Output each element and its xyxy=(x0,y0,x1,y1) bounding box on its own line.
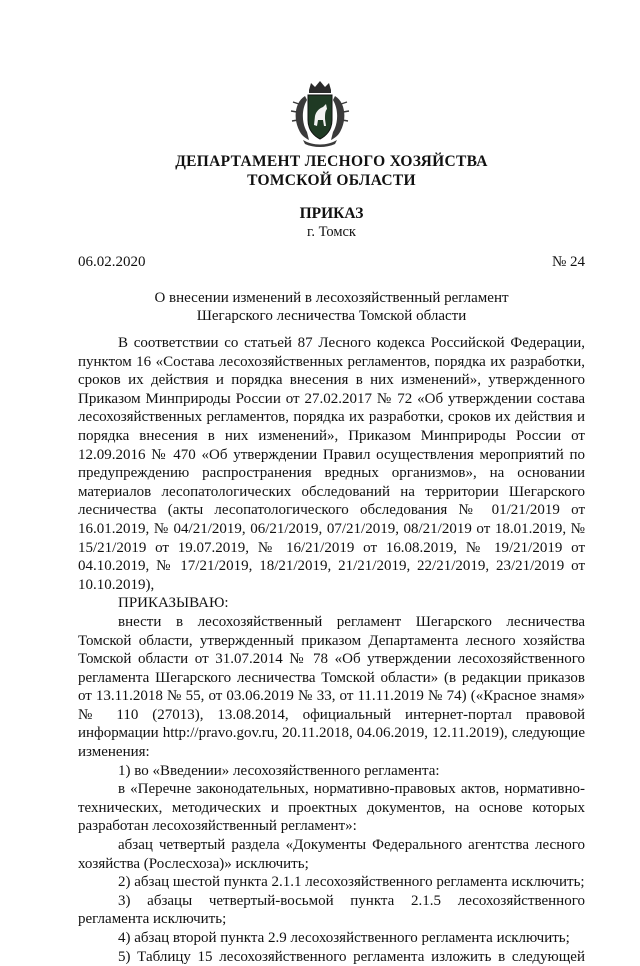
body-paragraph: В соответствии со статьей 87 Лесного кодекса Российской Федерации, пунктом 16 «Состава лесохозяйственных регламентов, порядка их разработки, сроков их действия и порядка внесения в них изменений», утвержденного Приказом Минприроды России от 27.02.2017 № 72 «Об утверждении состава лесохозяйственных регламентов, порядка их разработки, сроков их действия и порядка внесения в них изменений», Приказом Минприроды России от 12.09.2016 № 470 «Об утверждении Правил осуществления мероприятий по предупреждению распространения вредных организмов», на основании материалов лесопатологических обследований на территории Шегарского лесничества (акты лесопатологического обследования № 01/21/2019 от 16.01.2019, № 04/21/2019, 06/21/2019, 07/21/2019, 08/21/2019 от 18.01.2019, № 15/21/2019 от 19.07.2019, № 16/21/2019 от 16.08.2019, № 19/21/2019 от 04.10.2019, № 17/21/2019, 18/21/2019, 21/21/2019, 22/21/2019, 23/21/2019 от 10.10.2019), xyxy=(78,335,585,593)
subject-line: Шегарского лесничества Томской области xyxy=(196,307,467,324)
body-paragraph: абзац четвертый раздела «Документы Федерального агентства лесного хозяйства (Рослесхоза)» исключить; xyxy=(78,837,585,872)
order-date: 06.02.2020 xyxy=(78,254,146,270)
order-subject xyxy=(78,290,585,325)
region-name: ТОМСКОЙ ОБЛАСТИ xyxy=(247,172,416,189)
body-paragraph: в «Перечне законодательных, нормативно-правовых актов, нормативно-технических, методических и проектных документов, на основе которых разработан лесохозяйственный регламент»: xyxy=(78,781,585,835)
subject-line: О внесении изменений в лесохозяйственный регламент xyxy=(154,290,509,306)
body-paragraph: 1) во «Введении» лесохозяйственного регламента: xyxy=(118,762,440,779)
body-paragraph: 5) Таблицу 15 лесохозяйственного регламента изложить в следующей xyxy=(118,948,585,965)
order-command: ПРИКАЗЫВАЮ: xyxy=(118,595,229,612)
order-city: г. Томск xyxy=(307,224,356,240)
body-paragraph: внести в лесохозяйственный регламент Шегарского лесничества Томской области, утвержденный приказом Департамента лесного хозяйства Томской области от 31.07.2014 № 78 «Об утверждении лесохозяйственного регламента Шегарского лесничества Томской области» (в редакции приказов от 13.11.2018 № 55, от 03.06.2019 № 33, от 11.11.2019 № 74) («Красное знамя» № 110 (27013), 13.08.2014, официальный интернет-портал правовой информации http://pravo.gov.ru, 20.11.2018, 04.06.2019, 12.11.2019), следующие изменения: xyxy=(78,613,585,761)
order-number: № 24 xyxy=(551,254,585,270)
order-title: ПРИКАЗ xyxy=(299,205,364,222)
order-body xyxy=(78,334,585,966)
department-name: ДЕПАРТАМЕНТ ЛЕСНОГО ХОЗЯЙСТВА xyxy=(175,153,488,170)
department-header xyxy=(78,152,585,190)
date-number-row xyxy=(78,253,585,271)
body-paragraph: 4) абзац второй пункта 2.9 лесохозяйственного регламента исключить; xyxy=(118,930,570,946)
order-heading xyxy=(78,205,585,242)
body-paragraph: 3) абзацы четвертый-восьмой пункта 2.1.5 лесохозяйственного регламента исключить; xyxy=(78,892,585,928)
body-paragraph: 2) абзац шестой пункта 2.1.1 лесохозяйственного регламента исключить; xyxy=(118,874,585,891)
coat-of-arms-emblem xyxy=(289,80,351,148)
